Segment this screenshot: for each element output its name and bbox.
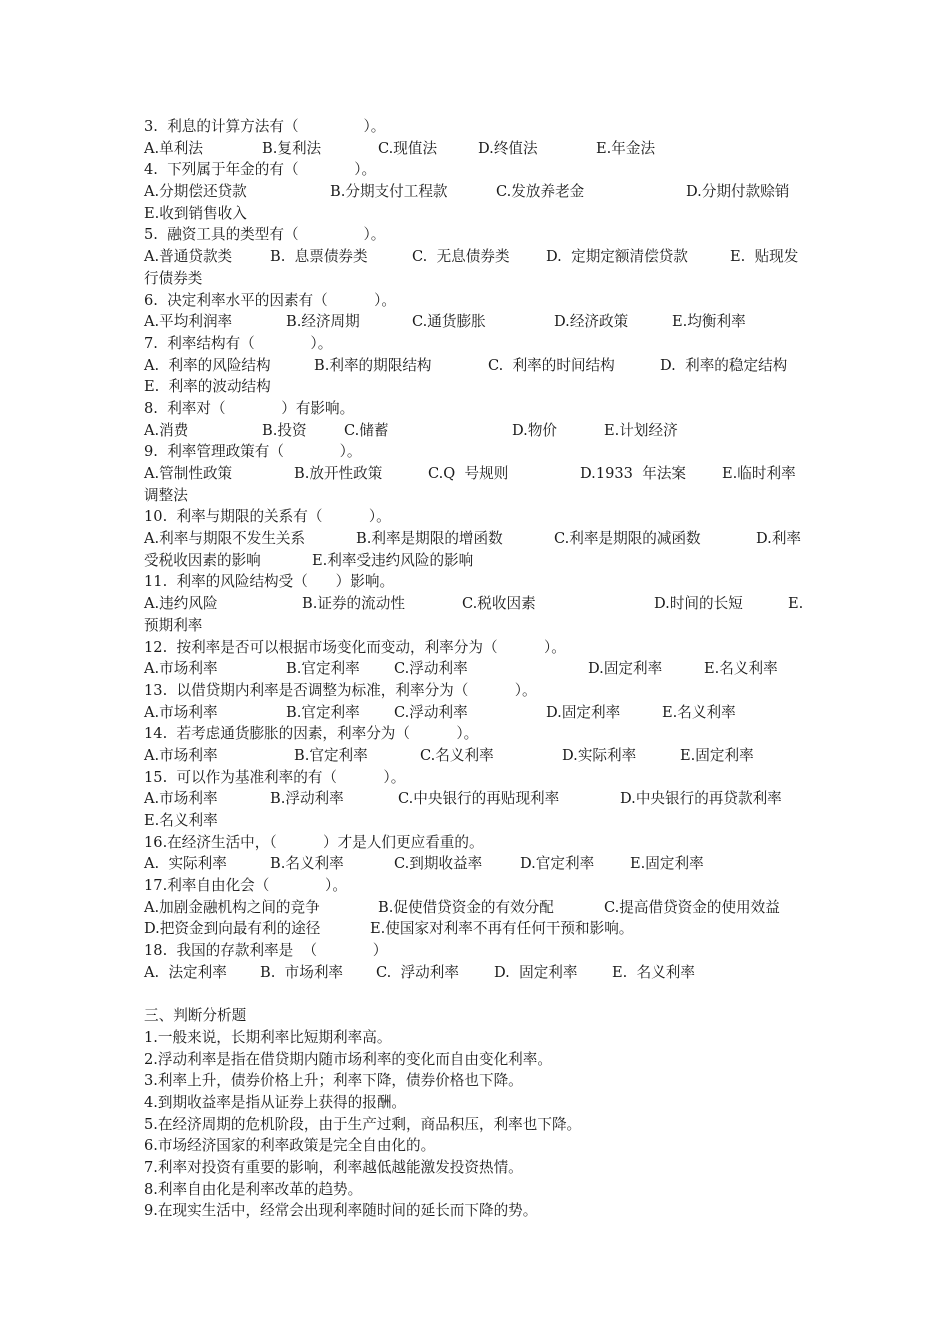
options-7 xyxy=(144,355,810,377)
question-4: 4. 下列属于年金的有（ ）。 xyxy=(144,161,377,179)
option-e: E. 名义利率 xyxy=(612,963,695,981)
question-4-cont: E.收到销售收入 xyxy=(144,204,247,222)
document-page xyxy=(144,116,810,1222)
option-b: B.证券的流动性 xyxy=(302,595,405,613)
question-8: 8. 利率对（ ）有影响。 xyxy=(144,399,355,417)
judgment-item-4: 4.到期收益率是指从证券上获得的报酬。 xyxy=(144,1093,407,1111)
option-e: E. xyxy=(788,595,804,613)
blank-line xyxy=(144,984,810,1006)
judgment-item-3: 3.利率上升，债券价格上升；利率下降，债券价格也下降。 xyxy=(144,1072,523,1090)
option-a: A.消费 xyxy=(144,421,189,439)
option-a: A.加剧金融机构之间的竞争 xyxy=(144,898,320,916)
option-c: C.发放养老金 xyxy=(496,183,585,201)
option-d: D. 利率的稳定结构 xyxy=(660,356,788,374)
option-b: B. 市场利率 xyxy=(260,963,344,981)
option-e: E.年金法 xyxy=(596,139,656,157)
option-c: C.浮动利率 xyxy=(394,703,468,721)
options-11 xyxy=(144,593,810,615)
options-8 xyxy=(144,420,810,442)
options-3 xyxy=(144,138,810,160)
option-b: B.浮动利率 xyxy=(270,790,344,808)
option-b: B.官定利率 xyxy=(286,703,360,721)
option-d: D.实际利率 xyxy=(562,746,637,764)
option-c: C.通货膨胀 xyxy=(412,313,486,331)
question-5-cont: 行债券类 xyxy=(144,269,203,287)
option-e: E.使国家对利率不再有任何干预和影响。 xyxy=(370,920,634,938)
option-d: D.1933 年法案 xyxy=(580,465,687,482)
option-e: E.利率受违约风险的影响 xyxy=(312,551,474,569)
question-11: 11. 利率的风险结构受（ ）影响。 xyxy=(144,573,395,591)
option-b: B.促使借贷资金的有效分配 xyxy=(378,898,554,916)
options-15 xyxy=(144,788,810,810)
option-c: C. 利率的时间结构 xyxy=(488,356,615,374)
options-17-cont xyxy=(144,918,810,940)
judgment-item-7: 7.利率对投资有重要的影响，利率越低越能激发投资热情。 xyxy=(144,1159,523,1176)
option-d: D.官定利率 xyxy=(520,855,595,873)
question-5: 5. 融资工具的类型有（ ）。 xyxy=(144,226,386,244)
options-16 xyxy=(144,853,810,875)
question-16: 16.在经济生活中，（ ）才是人们更应看重的。 xyxy=(144,833,484,851)
options-9 xyxy=(144,463,810,485)
option-d: D.经济政策 xyxy=(554,313,629,331)
options-10-cont xyxy=(144,550,810,572)
question-15-cont: E.名义利率 xyxy=(144,812,218,829)
option-a: A.平均利润率 xyxy=(144,313,233,331)
section-3-title: 三、判断分析题 xyxy=(144,1007,247,1025)
option-a: A. 利率的风险结构 xyxy=(144,356,271,374)
options-14 xyxy=(144,745,810,767)
option-a: A.分期偿还贷款 xyxy=(144,183,247,201)
option-a: A.市场利率 xyxy=(144,790,218,808)
option-d: D.终值法 xyxy=(478,139,538,157)
option-b: B.投资 xyxy=(262,421,307,439)
option-e: E.固定利率 xyxy=(630,855,704,873)
question-6: 6. 决定利率水平的因素有（ ）。 xyxy=(144,291,397,309)
option-e: E.名义利率 xyxy=(662,703,736,721)
option-a: A.市场利率 xyxy=(144,746,218,764)
option-d: D. 固定利率 xyxy=(494,963,578,981)
option-a: A.市场利率 xyxy=(144,703,218,721)
options-4 xyxy=(144,181,810,203)
option-d-cont: 受税收因素的影响 xyxy=(144,551,261,569)
option-b: B.分期支付工程款 xyxy=(330,183,448,201)
option-c: C.储蓄 xyxy=(344,421,389,439)
option-c: C. 浮动利率 xyxy=(376,963,459,981)
judgment-item-5: 5.在经济周期的危机阶段，由于生产过剩，商品积压，利率也下降。 xyxy=(144,1115,582,1133)
option-d: D.物价 xyxy=(512,421,558,439)
option-e: E.固定利率 xyxy=(680,746,754,764)
question-12: 12. 按利率是否可以根据市场变化而变动，利率分为（ ）。 xyxy=(144,638,566,656)
option-a: A. 法定利率 xyxy=(144,963,227,981)
option-d: D.中央银行的再贷款利率 xyxy=(620,790,782,808)
option-d: D.利率 xyxy=(756,530,802,548)
option-c: C.中央银行的再贴现利率 xyxy=(398,790,560,808)
option-a: A. 实际利率 xyxy=(144,855,227,873)
question-13: 13. 以借贷期内利率是否调整为标准，利率分为（ ）。 xyxy=(144,681,537,699)
option-c: C.到期收益率 xyxy=(394,855,483,873)
option-e: E. 贴现发 xyxy=(730,248,799,266)
question-3: 3. 利息的计算方法有（ ）。 xyxy=(144,118,386,135)
option-a: A.利率与期限不发生关系 xyxy=(144,530,306,548)
question-7-cont: E. 利率的波动结构 xyxy=(144,378,271,396)
judgment-item-9: 9.在现实生活中，经常会出现利率随时间的延长而下降的势。 xyxy=(144,1202,538,1220)
option-d: D.分期付款赊销 xyxy=(686,183,790,201)
options-18 xyxy=(144,962,810,984)
option-d: D.时间的长短 xyxy=(654,595,743,613)
question-14: 14. 若考虑通货膨胀的因素，利率分为（ ）。 xyxy=(144,725,479,743)
option-a: A.单利法 xyxy=(144,139,203,157)
question-10: 10. 利率与期限的关系有（ ）。 xyxy=(144,508,391,526)
option-b: B. 息票债券类 xyxy=(270,248,368,266)
option-e: E.计划经济 xyxy=(604,421,678,439)
options-5 xyxy=(144,246,810,268)
question-7: 7. 利率结构有（ ）。 xyxy=(144,334,333,352)
option-b: B.官定利率 xyxy=(294,746,368,764)
option-a: A.普通贷款类 xyxy=(144,248,233,266)
option-a: A.市场利率 xyxy=(144,660,218,678)
option-c: C.利率是期限的减函数 xyxy=(554,530,701,548)
option-d: D.固定利率 xyxy=(588,660,663,678)
question-18: 18. 我国的存款利率是 （ ） xyxy=(144,942,388,960)
option-d: D.固定利率 xyxy=(546,703,621,721)
option-c: C.现值法 xyxy=(378,139,438,157)
option-c: C.提高借贷资金的使用效益 xyxy=(604,898,780,916)
question-15: 15. 可以作为基准利率的有（ ）。 xyxy=(144,768,406,786)
judgment-item-6: 6.市场经济国家的利率政策是完全自由化的。 xyxy=(144,1137,436,1155)
option-c: C.名义利率 xyxy=(420,746,494,764)
judgment-item-2: 2.浮动利率是指在借贷期内随市场利率的变化而自由变化利率。 xyxy=(144,1050,552,1068)
option-c: C.Q 号规则 xyxy=(428,465,509,482)
option-b: B.利率的期限结构 xyxy=(314,356,432,374)
option-c: C.浮动利率 xyxy=(394,660,468,678)
question-17: 17.利率自由化会（ ）。 xyxy=(144,877,347,895)
question-9-cont: 调整法 xyxy=(144,486,188,504)
option-c: C. 无息债券类 xyxy=(412,248,510,266)
options-17 xyxy=(144,897,810,919)
option-c: C.税收因素 xyxy=(462,595,536,613)
options-6 xyxy=(144,311,810,333)
option-e: E.均衡利率 xyxy=(672,313,746,331)
option-b: B.利率是期限的增函数 xyxy=(356,530,503,548)
options-12 xyxy=(144,658,810,680)
option-b: B.放开性政策 xyxy=(294,465,383,482)
option-d: D. 定期定额清偿贷款 xyxy=(546,248,688,266)
option-b: B.名义利率 xyxy=(270,855,344,873)
question-9: 9. 利率管理政策有（ ）。 xyxy=(144,443,362,461)
option-a: A.管制性政策 xyxy=(144,465,233,482)
options-13 xyxy=(144,702,810,724)
option-b: B.官定利率 xyxy=(286,660,360,678)
judgment-item-8: 8.利率自由化是利率改革的趋势。 xyxy=(144,1180,363,1198)
question-11-cont: 预期利率 xyxy=(144,616,203,634)
option-e: E.临时利率 xyxy=(722,465,796,482)
options-10 xyxy=(144,528,810,550)
option-b: B.经济周期 xyxy=(286,313,360,331)
option-a: A.违约风险 xyxy=(144,595,218,613)
option-e: E.名义利率 xyxy=(704,660,778,678)
judgment-item-1: 1.一般来说，长期利率比短期利率高。 xyxy=(144,1028,392,1046)
option-d: D.把资金到向最有利的途径 xyxy=(144,920,321,938)
option-b: B.复利法 xyxy=(262,139,322,157)
